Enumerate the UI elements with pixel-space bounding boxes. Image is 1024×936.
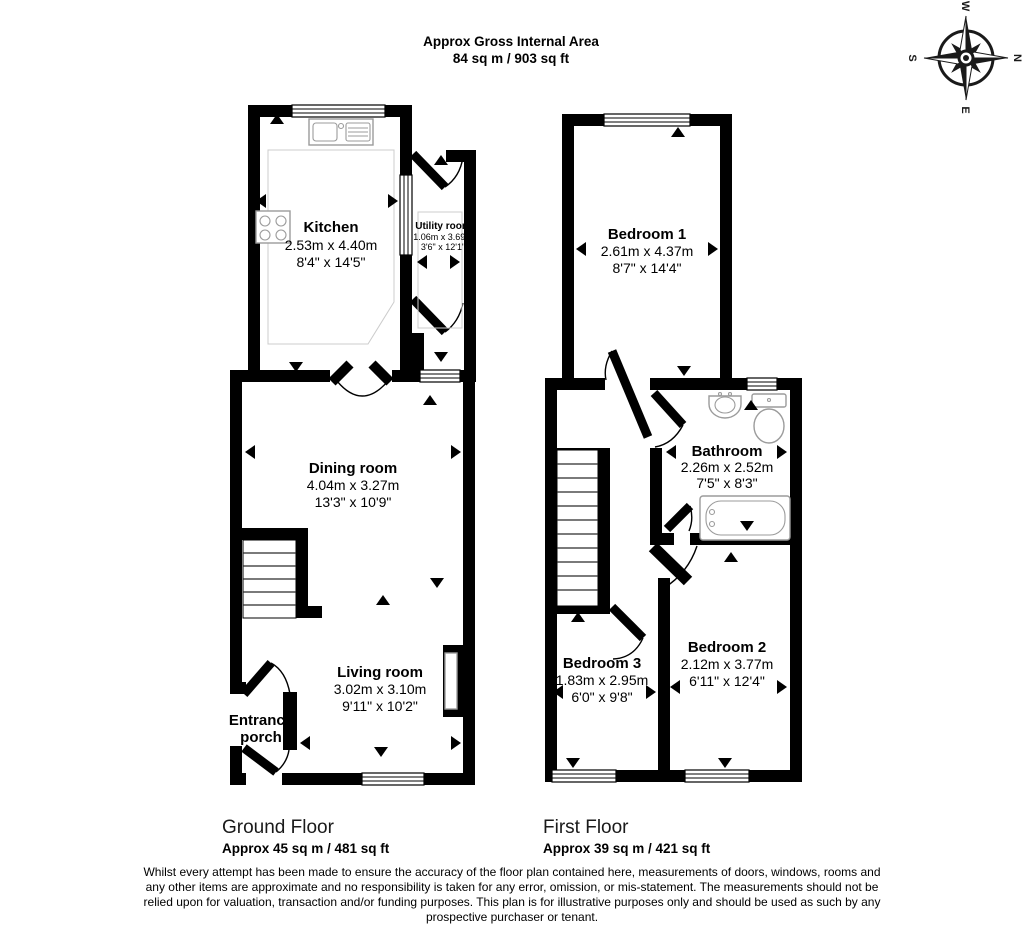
bedroom3-dim-imperial: 6'0" x 9'8" bbox=[571, 689, 633, 705]
bathroom-label: Bathroom bbox=[691, 443, 763, 460]
utility-label: Utility room bbox=[415, 221, 471, 232]
disclaimer-line4: prospective purchaser or tenant. bbox=[425, 910, 599, 924]
kitchen-dim-imperial: 8'4" x 14'5" bbox=[296, 254, 366, 270]
compass-s-label: S bbox=[906, 54, 918, 62]
title-line1: Approx Gross Internal Area bbox=[423, 34, 599, 49]
compass-rose bbox=[906, 1, 1023, 114]
utility-dim-metric: 1.06m x 3.69m bbox=[413, 232, 473, 242]
bedroom2-label: Bedroom 2 bbox=[687, 639, 767, 656]
stairs-first bbox=[557, 450, 598, 606]
bedroom1-window bbox=[604, 114, 690, 126]
bathroom-door bbox=[654, 393, 683, 447]
first-floor-area: Approx 39 sq m / 421 sq ft bbox=[543, 841, 711, 856]
compass-w-label: W bbox=[959, 0, 971, 12]
disclaimer-line3: relied upon for valuation, transaction and/or funding purposes. This plan is for illustrative purposes only and should be used as such by any bbox=[143, 895, 881, 909]
title-line2: 84 sq m / 903 sq ft bbox=[452, 51, 570, 66]
bathroom-dim-imperial: 7'5" x 8'3" bbox=[696, 475, 758, 491]
bedroom1-dim-metric: 2.61m x 4.37m bbox=[600, 243, 694, 259]
dining-room-label: Dining room bbox=[308, 460, 398, 477]
bedroom3-door bbox=[612, 607, 643, 659]
dining-room-dim-metric: 4.04m x 3.27m bbox=[306, 477, 400, 493]
dining-room-dim-imperial: 13'3" x 10'9" bbox=[314, 494, 392, 510]
gross-area-title bbox=[423, 34, 599, 66]
ground-floor-label: Ground Floor bbox=[222, 817, 334, 838]
disclaimer bbox=[143, 865, 880, 924]
bedroom2-dim-imperial: 6'11" x 12'4" bbox=[689, 673, 765, 689]
living-room-dim-metric: 3.02m x 3.10m bbox=[333, 681, 427, 697]
bathroom-window bbox=[747, 378, 777, 390]
bedroom1-door bbox=[605, 351, 648, 437]
ground-floor-area: Approx 45 sq m / 481 sq ft bbox=[222, 841, 390, 856]
kitchen-label: Kitchen bbox=[303, 219, 359, 236]
wash-basin bbox=[709, 393, 741, 419]
bedroom1-label: Bedroom 1 bbox=[607, 226, 687, 243]
kitchen-window bbox=[292, 105, 385, 117]
bedroom2-window bbox=[685, 770, 749, 782]
living-room-dim-imperial: 9'11" x 10'2" bbox=[342, 698, 418, 714]
first-floor-label: First Floor bbox=[543, 817, 629, 838]
utility-inner-door bbox=[413, 299, 463, 332]
kitchen-dim-metric: 2.53m x 4.40m bbox=[284, 237, 378, 253]
kitchen-utility-window bbox=[400, 175, 412, 255]
entrance-porch-label-line1: Entrance bbox=[228, 712, 294, 729]
living-room-window bbox=[362, 773, 424, 785]
bathroom-dim-metric: 2.26m x 2.52m bbox=[680, 459, 774, 475]
porch-inner-door bbox=[244, 663, 290, 694]
rear-hall-window bbox=[420, 370, 460, 382]
ground-floor-plan bbox=[229, 105, 476, 787]
floor-captions bbox=[222, 817, 711, 856]
disclaimer-line2: any other items are approximate and no responsibility is taken for any error, omission, or mis-statement. The measurements should not be bbox=[145, 880, 879, 894]
bedroom2-dim-metric: 2.12m x 3.77m bbox=[680, 656, 774, 672]
front-door bbox=[244, 748, 289, 772]
entrance-porch-label-line2: porch bbox=[240, 729, 282, 746]
bathtub bbox=[700, 496, 790, 540]
utility-dim-imperial: 3'6" x 12'1" bbox=[420, 242, 466, 252]
bedroom3-dim-metric: 1.83m x 2.95m bbox=[555, 672, 649, 688]
bedroom3-window bbox=[552, 770, 616, 782]
bedroom3-label: Bedroom 3 bbox=[562, 655, 642, 672]
compass-e-label: E bbox=[959, 106, 971, 114]
living-room-label: Living room bbox=[337, 664, 423, 681]
airing-cupboard-door bbox=[667, 506, 692, 531]
first-floor-plan bbox=[545, 114, 802, 782]
toilet bbox=[752, 394, 786, 443]
front-door-opening bbox=[246, 771, 282, 787]
fireplace bbox=[445, 653, 457, 709]
bedroom1-dim-imperial: 8'7" x 14'4" bbox=[612, 260, 682, 276]
compass-n-label: N bbox=[1011, 54, 1023, 62]
stairs-ground bbox=[243, 540, 296, 618]
disclaimer-line1: Whilst every attempt has been made to ensure the accuracy of the floor plan contained here, measurements of doors, windows, rooms and bbox=[143, 865, 881, 879]
kitchen-sink bbox=[309, 119, 373, 145]
